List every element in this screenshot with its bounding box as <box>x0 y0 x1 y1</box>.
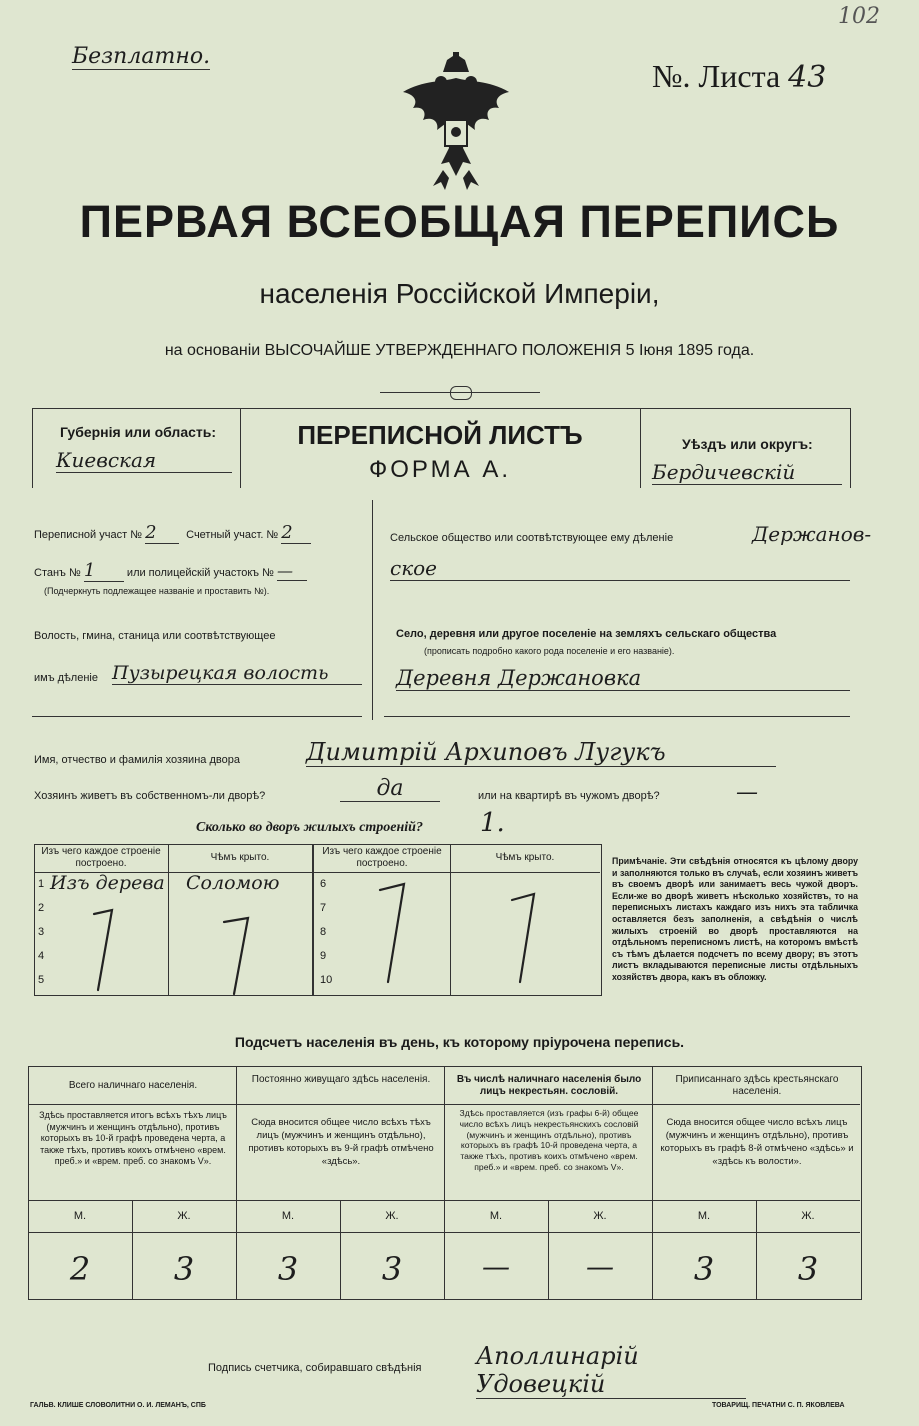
province-value: Киевская <box>56 448 232 473</box>
row-no-7: 7 <box>320 902 327 914</box>
province-label: Губернія или область: <box>60 424 217 440</box>
count-district-label: Счетный участ. № <box>186 529 279 541</box>
nonpeasant-female-value: — <box>586 1250 614 1283</box>
m-label-1: М. <box>73 1210 87 1222</box>
volost-label-1: Волость, гмина, станица или соотвѣтствующее <box>34 630 276 642</box>
count-col4-desc: Сюда вносится общее число всѣхъ лицъ (мужчинъ и женщинъ отдѣльно), противъ которыхъ въ графѣ 8-й отмѣчено «здѣсь» и «здѣсь къ волости». <box>660 1117 854 1167</box>
count-section-heading: Подсчетъ населенія въ день, къ которому пріурочена перепись. <box>234 1034 685 1050</box>
page-title: ПЕРВАЯ ВСЕОБЩАЯ ПЕРЕПИСЬ <box>79 196 840 247</box>
registered-female-value: 3 <box>797 1250 819 1288</box>
form-title-line2: ФОРМА А. <box>369 456 511 483</box>
note-text: Примѣчаніе. Эти свѣдѣнія относятся къ цѣлому двору и заполняются только въ случаѣ, если хозяинъ живетъ въ своемъ дворѣ или занимаетъ весь чужой дворъ. Если-же во дворѣ живетъ нѣсколько хозяйствъ, то на переписныхъ листахъ каждаго изъ нихъ эта табличка оставляется безъ заполненія, а свѣдѣнія о числѣ жилыхъ строеній во дворѣ проставляются на отдѣльномъ переписномъ листѣ, на которомъ вмѣстѣ съ тѣмъ дѣлается подсчетъ по всему двору; въ этотъ листъ вкладываются переписные листы отдѣльныхъ хозяйствъ двора, какъ въ обложку. <box>612 856 858 982</box>
row-no-8: 8 <box>320 926 327 938</box>
legal-basis-line: на основаніи ВЫСОЧАЙШЕ УТВЕРЖДЕННАГО ПОЛОЖЕНІЯ 5 Іюня 1895 года. <box>164 342 755 359</box>
census-district-value: 2 <box>145 522 179 544</box>
footer-right: ТОВАРИЩ. ПЕЧАТНИ С. П. ЯКОВЛЕВА <box>712 1402 845 1409</box>
sheet-number <box>652 58 826 95</box>
census-district-field <box>34 522 311 544</box>
f-label-4: Ж. <box>801 1210 815 1222</box>
row-no-3: 3 <box>38 926 45 938</box>
village-label: Село, деревня или другое поселеніе на земляхъ сельскаго общества <box>396 628 777 640</box>
signature-label: Подпись счетчика, собиравшаго свѣдѣнія <box>208 1362 422 1374</box>
row-no-4: 4 <box>38 950 45 962</box>
own-yard-value: да <box>340 776 440 802</box>
uezd-label: Уѣздъ или округъ: <box>682 436 813 452</box>
count-col3-title: Въ числѣ наличнаго населенія было лицъ некрестьян. сословій. <box>456 1074 642 1097</box>
owner-name-label: Имя, отчество и фамилія хозяина двора <box>34 754 240 766</box>
m-label-4: М. <box>697 1210 711 1222</box>
registered-male-value: 3 <box>693 1250 715 1288</box>
sheet-number-value: 43 <box>788 60 827 95</box>
row-no-1: 1 <box>38 878 45 890</box>
header-material-right: Изъ чего каждое строеніе построено. <box>322 846 442 869</box>
imperial-eagle-emblem <box>383 52 529 192</box>
form-title-line1: ПЕРЕПИСНОЙ ЛИСТЪ <box>297 420 583 450</box>
permanent-female-value: 3 <box>381 1250 403 1288</box>
volost-label-2: имъ дѣленіе <box>34 672 98 684</box>
free-label: Безплатно. <box>72 44 211 69</box>
count-district-value: 2 <box>281 522 311 544</box>
header-roof-left: Чѣмъ крыто. <box>210 852 270 863</box>
ornament-center <box>450 386 472 400</box>
stan-value: 1 <box>84 560 124 582</box>
roof-value-1: Соломою <box>186 872 280 894</box>
buildings-label: Сколько во дворъ жилыхъ строеній? <box>196 820 423 835</box>
count-col1-desc: Здѣсь проставляется итогъ всѣхъ тѣхъ лицъ (мужчинъ и женщинъ отдѣльно), противъ которыхъ въ 10-й графѣ проведена черта, а также тѣхъ, противъ коихъ отмѣчено «врем. преб.» и «врем. преб. со знакомъ V». <box>39 1110 227 1166</box>
rent-value: — <box>736 780 758 805</box>
total-female-value: 3 <box>173 1250 195 1288</box>
volost-value: Пузырецкая волость <box>112 662 362 685</box>
stan-field <box>34 560 307 582</box>
signature-value: Аполлинарій Удовецкій <box>476 1342 746 1399</box>
owner-name-value: Димитрій Архиповъ Лугукъ <box>306 738 776 767</box>
row-no-9: 9 <box>320 950 327 962</box>
underline-note: (Подчеркнуть подлежащее названіе и проставить №). <box>44 586 270 596</box>
row-no-10: 10 <box>320 974 333 986</box>
society-value-2: ское <box>390 556 850 581</box>
society-value-1: Держанов- <box>752 522 872 546</box>
police-label: или полицейскій участокъ № <box>126 567 274 579</box>
count-col4-title: Приписаннаго здѣсь крестьянскаго населенія. <box>675 1074 839 1097</box>
rent-label: или на квартирѣ въ чужомъ дворѣ? <box>478 790 660 802</box>
buildings-value: 1. <box>480 808 505 838</box>
own-yard-label: Хозяинъ живетъ въ собственномъ-ли дворѣ? <box>34 790 266 802</box>
society-label: Сельское общество или соотвѣтствующее ему дѣленіе <box>390 532 674 544</box>
stan-label: Станъ № <box>34 567 81 579</box>
count-col2-desc: Сюда вносится общее число всѣхъ тѣхъ лицъ (мужчинъ и женщинъ отдѣльно), противъ которыхъ въ 9-й графѣ отмѣчено «здѣсь». <box>248 1117 434 1167</box>
village-note: (прописать подробно какого рода поселеніе и его названіе). <box>424 646 675 656</box>
permanent-male-value: 3 <box>277 1250 299 1288</box>
sheet-number-label: №. Листа <box>652 58 781 94</box>
f-label-2: Ж. <box>385 1210 399 1222</box>
uezd-value: Бердичевскій <box>652 460 842 485</box>
ditto-marks <box>34 872 600 996</box>
count-col2-title: Постоянно живущаго здѣсь населенія. <box>251 1074 431 1085</box>
row-no-6: 6 <box>320 878 327 890</box>
row-no-2: 2 <box>38 902 45 914</box>
material-value-1: Изъ дерева <box>50 872 165 894</box>
count-col1-title: Всего наличнаго населенія. <box>68 1080 198 1091</box>
village-value: Деревня Держановка <box>396 666 850 691</box>
header-material-left: Изъ чего каждое строеніе построено. <box>41 846 161 869</box>
m-label-3: М. <box>489 1210 503 1222</box>
m-label-2: М. <box>281 1210 295 1222</box>
page-number: 102 <box>838 4 880 29</box>
page-subtitle: населенія Россійской Имперіи, <box>259 278 660 309</box>
police-value: — <box>277 561 307 581</box>
f-label-1: Ж. <box>177 1210 191 1222</box>
header-roof-right: Чѣмъ крыто. <box>495 852 555 863</box>
nonpeasant-male-value: — <box>482 1250 510 1283</box>
footer-left: ГАЛЬВ. КЛИШЕ СЛОВОЛИТНИ О. И. ЛЕМАНЪ, СПБ <box>30 1402 206 1409</box>
count-col3-desc: Здѣсь проставляется (изъ графы 6-й) общее число всѣхъ лицъ некрестьянскихъ сословій (мужчинъ и женщинъ отдѣльно), противъ которыхъ въ графѣ 10-й проведена черта, а также тѣхъ, противъ коихъ отмѣчено «врем. преб.» и «врем. преб. со знакомъ V». <box>459 1108 639 1172</box>
row-no-5: 5 <box>38 974 45 986</box>
f-label-3: Ж. <box>593 1210 607 1222</box>
total-male-value: 2 <box>69 1250 91 1288</box>
census-district-label: Переписной участ № <box>34 529 142 541</box>
